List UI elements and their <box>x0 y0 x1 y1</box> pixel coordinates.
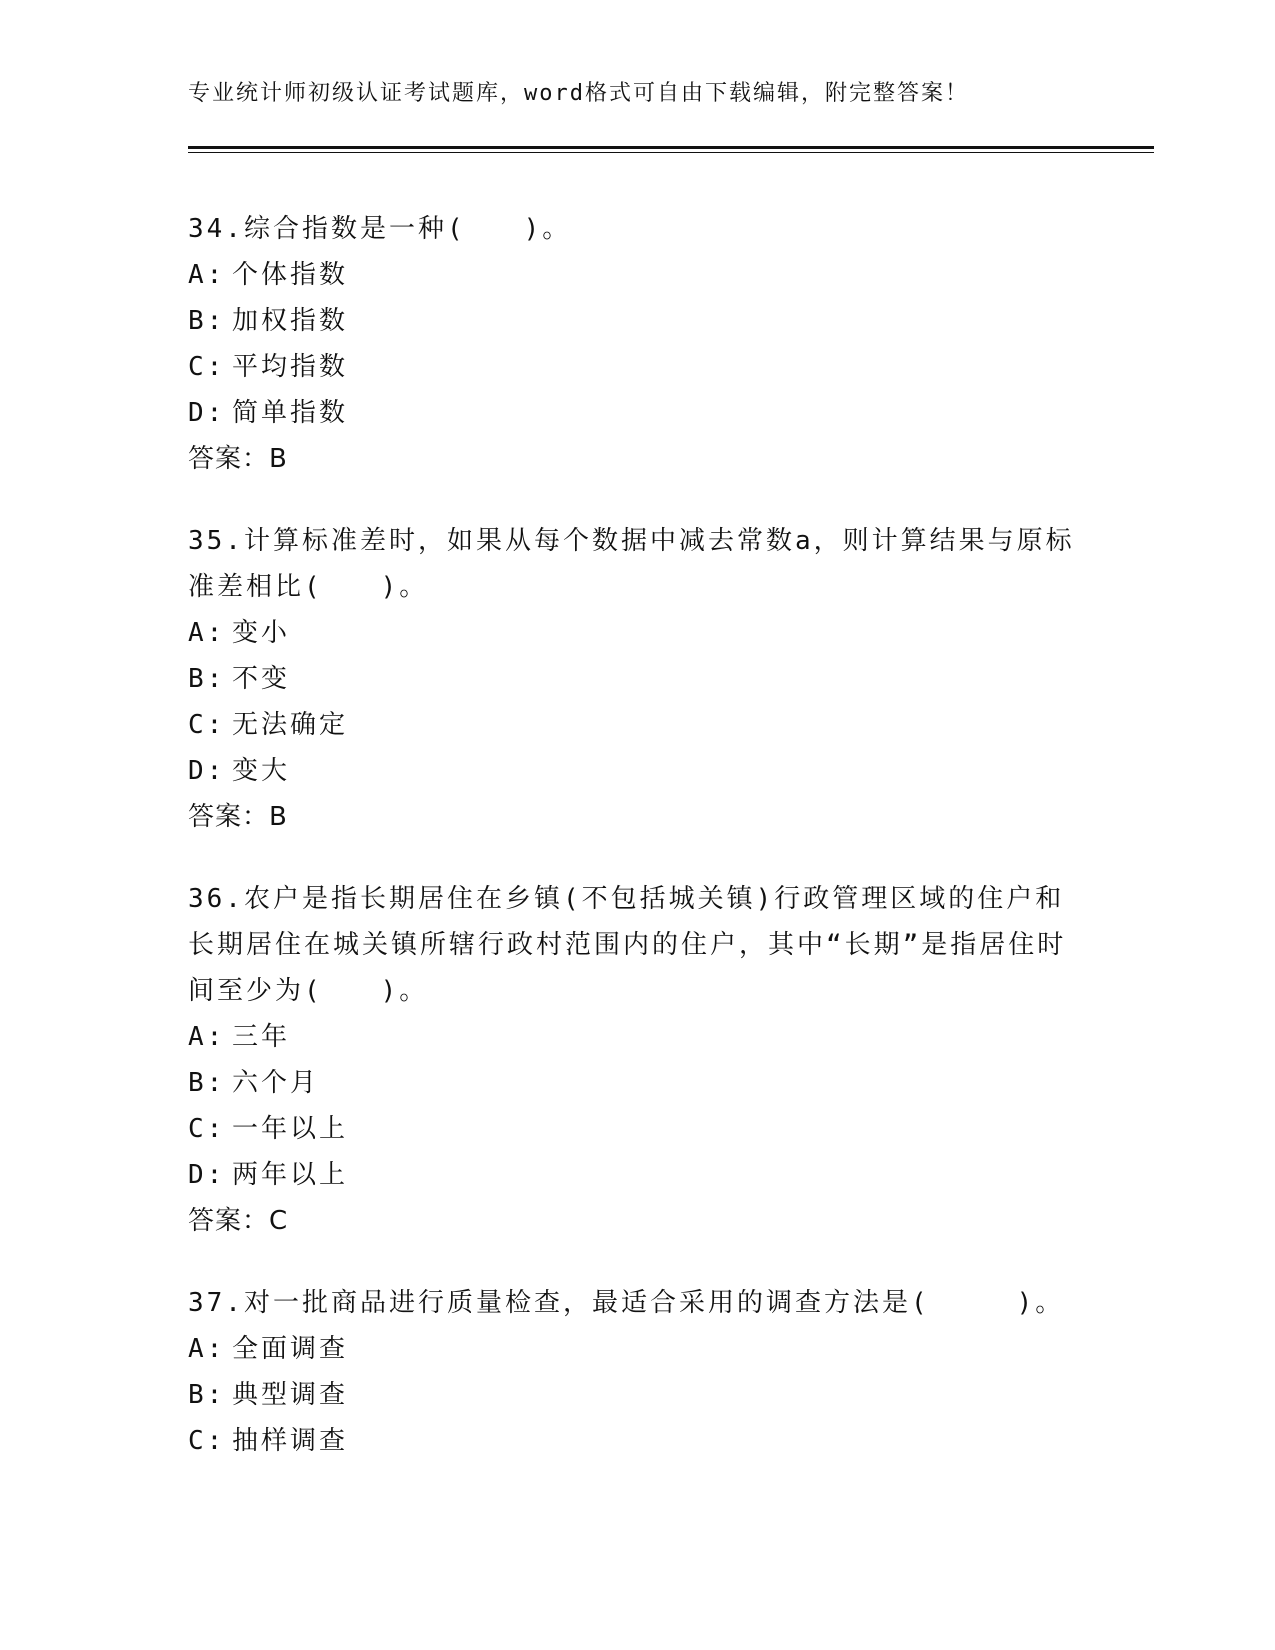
option-b <box>188 298 1088 344</box>
question-stem: 36.农户是指长期居住在乡镇(不包括城关镇)行政管理区域的住户和长期居住在城关镇所辖行政村范围内的住户，其中“长期”是指居住时间至少为( )。 <box>188 884 1067 1006</box>
header-rule-thin <box>188 152 1154 153</box>
option-letter: A: <box>188 1022 226 1052</box>
option-letter: C: <box>188 352 226 382</box>
option-b <box>188 656 1088 702</box>
answer: 答案：B <box>188 444 288 474</box>
option-a <box>188 252 1088 298</box>
option-letter: B: <box>188 1380 226 1410</box>
question-stem: 35.计算标准差时，如果从每个数据中减去常数a，则计算结果与原标准差相比( )。 <box>188 526 1075 602</box>
question-37 <box>188 1280 1088 1464</box>
option-text: 变大 <box>232 756 291 786</box>
option-letter: D: <box>188 1160 226 1190</box>
option-d <box>188 1152 1088 1198</box>
option-c <box>188 1418 1088 1464</box>
page-header: 专业统计师初级认证考试题库，word格式可自由下载编辑，附完整答案！ <box>188 81 969 106</box>
answer: 答案：C <box>188 1206 289 1236</box>
option-letter: A: <box>188 618 226 648</box>
option-c <box>188 1106 1088 1152</box>
option-text: 六个月 <box>232 1068 320 1098</box>
option-letter: A: <box>188 1334 226 1364</box>
option-text: 简单指数 <box>232 398 349 428</box>
option-text: 不变 <box>232 664 291 694</box>
option-letter: C: <box>188 1426 226 1456</box>
option-b <box>188 1060 1088 1106</box>
question-list <box>188 206 1088 1500</box>
option-d <box>188 390 1088 436</box>
option-text: 变小 <box>232 618 291 648</box>
option-letter: C: <box>188 1114 226 1144</box>
option-a <box>188 1326 1088 1372</box>
option-text: 三年 <box>232 1022 291 1052</box>
option-text: 典型调查 <box>232 1380 349 1410</box>
question-stem: 37.对一批商品进行质量检查，最适合采用的调查方法是( )。 <box>188 1288 1065 1318</box>
option-c <box>188 702 1088 748</box>
option-text: 平均指数 <box>232 352 349 382</box>
option-letter: B: <box>188 306 226 336</box>
option-text: 个体指数 <box>232 260 349 290</box>
option-text: 无法确定 <box>232 710 349 740</box>
question-stem: 34.综合指数是一种( )。 <box>188 214 572 244</box>
option-letter: B: <box>188 1068 226 1098</box>
option-d <box>188 748 1088 794</box>
option-letter: D: <box>188 756 226 786</box>
question-36 <box>188 876 1088 1244</box>
option-a <box>188 1014 1088 1060</box>
option-letter: D: <box>188 398 226 428</box>
header-rule-thick <box>188 146 1154 149</box>
option-b <box>188 1372 1088 1418</box>
option-letter: B: <box>188 664 226 694</box>
answer: 答案：B <box>188 802 288 832</box>
question-35 <box>188 518 1088 840</box>
option-a <box>188 610 1088 656</box>
option-letter: C: <box>188 710 226 740</box>
option-text: 全面调查 <box>232 1334 349 1364</box>
option-text: 一年以上 <box>232 1114 349 1144</box>
option-letter: A: <box>188 260 226 290</box>
question-34 <box>188 206 1088 482</box>
option-text: 抽样调查 <box>232 1426 349 1456</box>
option-c <box>188 344 1088 390</box>
option-text: 两年以上 <box>232 1160 349 1190</box>
option-text: 加权指数 <box>232 306 349 336</box>
